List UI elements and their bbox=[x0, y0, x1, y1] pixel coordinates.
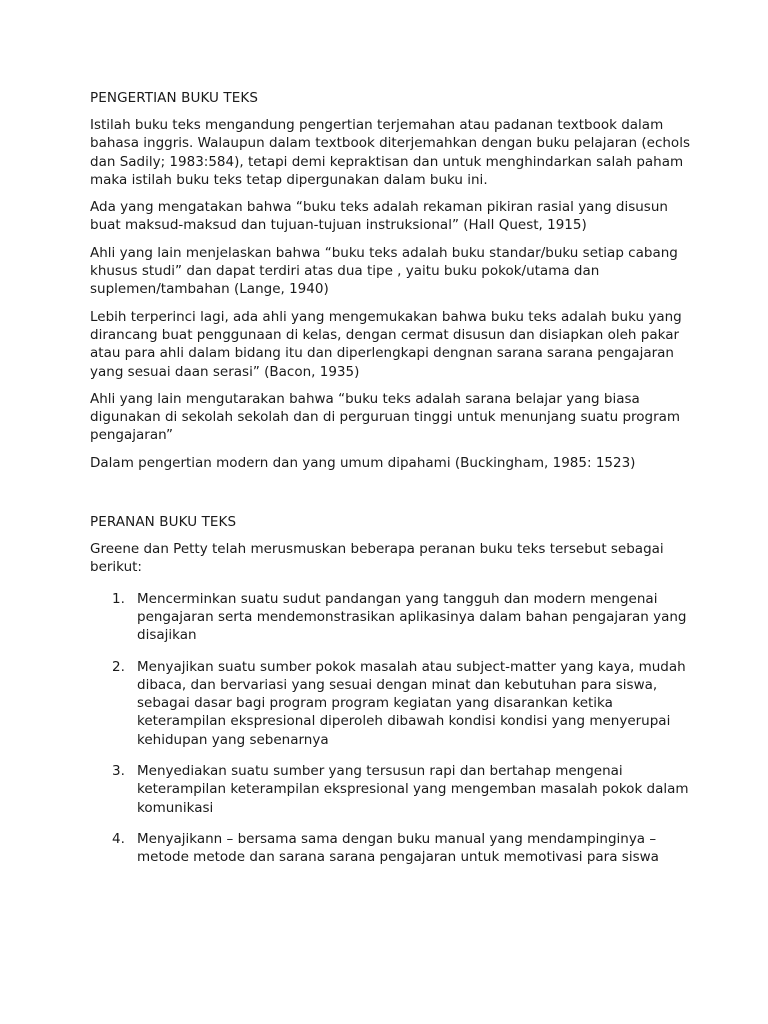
paragraph: Ahli yang lain mengutarakan bahwa “buku teks adalah sarana belajar yang biasa digunakan di sekolah sekolah dan di perguruan tinggi untuk menunjang suatu program pengajaran” bbox=[90, 390, 681, 444]
list-item-text: Menyajikann – bersama sama dengan buku manual yang mendampinginya – metode metode dan sarana sarana pengajaran untuk memotivasi para siswa bbox=[137, 830, 659, 866]
numbered-list bbox=[90, 590, 690, 867]
paragraph: Ahli yang lain menjelaskan bahwa “buku teks adalah buku standar/buku setiap cabang khusus studi” dan dapat terdiri atas dua tipe , yaitu buku pokok/utama dan suplemen/tambahan (Lange, 1940) bbox=[90, 244, 678, 298]
section-spacer bbox=[90, 481, 690, 512]
list-item-text: Menyajikan suatu sumber pokok masalah atau subject-matter yang kaya, mudah dibaca, dan bervariasi yang sesuai dengan minat dan kebutuhan para siswa, sebagai dasar bagi program program kegiatan yang disarankan ketika keterampilan ekspresional diperoleh dibawah kondisi kondisi yang menyerupai kehidupan yang sebenarnya bbox=[137, 658, 686, 748]
list-item-number: 3. bbox=[112, 763, 125, 780]
list-item-number: 4. bbox=[112, 830, 125, 847]
paragraph: Ada yang mengatakan bahwa “buku teks adalah rekaman pikiran rasial yang disusun buat maksud-maksud dan tujuan-tujuan instruksional” (Hall Quest, 1915) bbox=[90, 199, 668, 234]
list-item bbox=[90, 590, 690, 645]
paragraph: Istilah buku teks mengandung pengertian terjemahan atau padanan textbook dalam bahasa inggris. Walaupun dalam textbook diterjemahkan dengan buku pelajaran (echols dan Sadily; 1983:584), tetapi demi kepraktisan dan untuk menghindarkan salah paham maka istilah buku teks tetap dipergunakan dalam buku ini. bbox=[90, 117, 690, 188]
paragraph: Dalam pengertian modern dan yang umum dipahami (Buckingham, 1985: 1523) bbox=[90, 454, 636, 471]
section-title-pengertian: PENGERTIAN BUKU TEKS bbox=[90, 90, 259, 106]
list-item-text: Mencerminkan suatu sudut pandangan yang tangguh dan modern mengenai pengajaran serta mendemonstrasikan aplikasinya dalam bahan pengajaran yang disajikan bbox=[137, 590, 687, 644]
section-title-peranan: PERANAN BUKU TEKS bbox=[90, 514, 237, 531]
list-item-text: Menyediakan suatu sumber yang tersusun rapi dan bertahap mengenai keterampilan keterampilan ekspresional yang mengemban masalah pokok dalam komunikasi bbox=[137, 763, 689, 816]
list-item bbox=[90, 762, 690, 817]
paragraph: Lebih terperinci lagi, ada ahli yang mengemukakan bahwa buku teks adalah buku yang dirancang buat penggunaan di kelas, dengan cermat disusun dan disiapkan oleh pakar atau para ahli dalam bidang itu dan diperlengkapi dengnan sarana sarana pengajaran yang sesuai daan serasi” (Bacon, 1935) bbox=[90, 308, 682, 380]
section-intro: Greene dan Petty telah merusmuskan beberapa peranan buku teks tersebut sebagai berikut: bbox=[90, 541, 664, 576]
list-item-number: 2. bbox=[112, 658, 125, 675]
list-item bbox=[90, 830, 690, 867]
list-item-number: 1. bbox=[112, 590, 125, 607]
list-item bbox=[90, 658, 690, 749]
document-page bbox=[90, 88, 690, 880]
